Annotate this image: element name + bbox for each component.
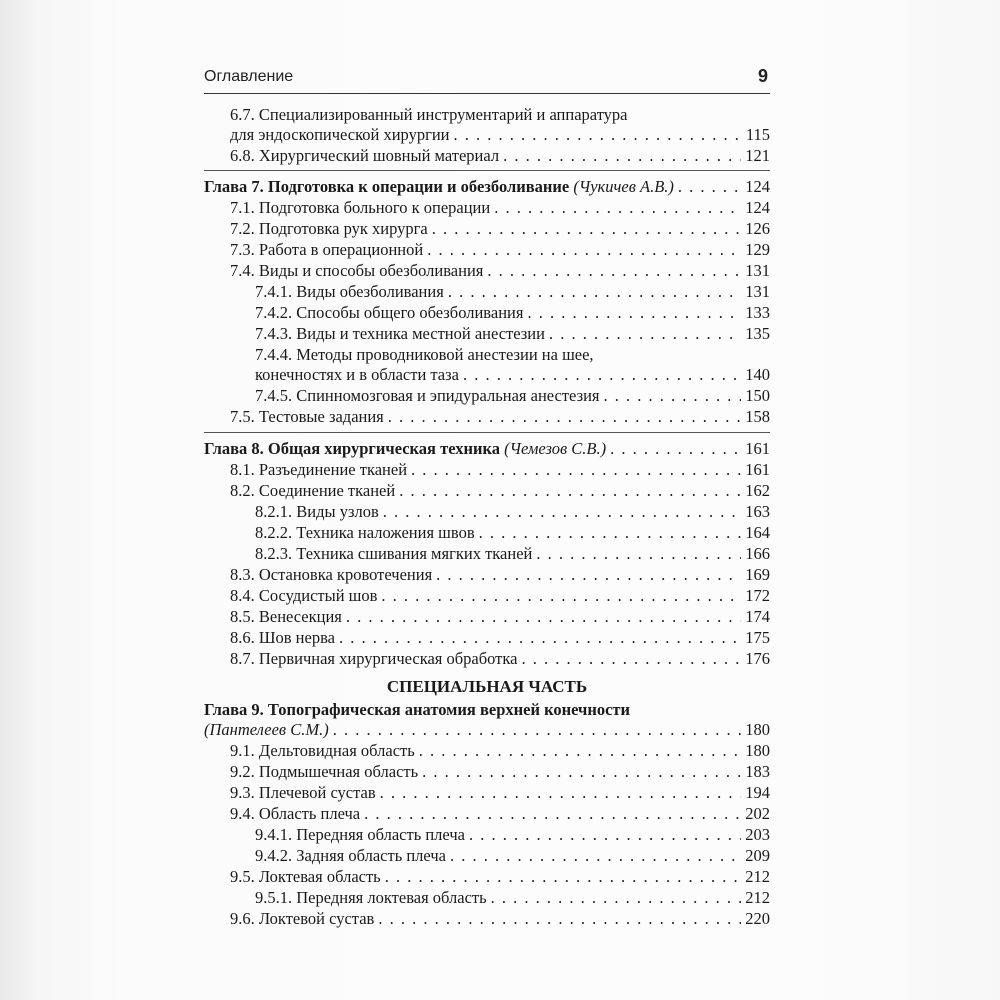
- toc-entry: [230, 406, 770, 428]
- toc-entry: [230, 606, 770, 628]
- toc-entry-text: 8.2.2. Техника наложения швов: [255, 523, 475, 542]
- toc-entry: [230, 803, 770, 825]
- toc-chapter: [204, 438, 770, 460]
- toc-entry: [230, 145, 770, 167]
- section-divider: [204, 170, 770, 171]
- section-divider: [204, 432, 770, 433]
- chapter-author: (Пантелеев С.М.): [204, 720, 329, 739]
- toc-page-number: 180: [745, 741, 770, 760]
- toc-entry-text: 8.1. Разъединение тканей: [230, 460, 408, 479]
- toc-page-number: 163: [745, 502, 770, 521]
- toc-entry: [230, 908, 770, 930]
- toc-entry-text: 8.7. Первичная хирургическая обработка: [230, 649, 518, 668]
- toc-entry: [230, 648, 770, 670]
- toc-entry: [230, 197, 770, 219]
- toc-page-number: 124: [745, 198, 770, 217]
- toc-entry: [230, 239, 770, 261]
- toc-entry-text: 8.2.3. Техника сшивания мягких тканей: [255, 544, 533, 563]
- toc-entry-text: 8.5. Венесекция: [230, 607, 342, 626]
- toc-entry-text: 6.8. Хирургический шовный материал: [230, 146, 500, 165]
- toc-page-number: 131: [745, 282, 770, 301]
- toc-page-number: 162: [745, 481, 770, 500]
- toc-entry-text: 7.3. Работа в операционной: [230, 240, 424, 259]
- toc-entry-text: 7.4.1. Виды обезболивания: [255, 282, 444, 301]
- chapter-title: Глава 8. Общая хирургическая техника: [204, 439, 500, 458]
- toc-entry-text: 7.1. Подготовка больного к операции: [230, 198, 491, 217]
- toc-page-number: 126: [745, 219, 770, 238]
- toc-entry: [230, 782, 770, 804]
- toc-entry-text: 7.4.5. Спинномозговая и эпидуральная анестезия: [255, 386, 600, 405]
- toc-entry: [230, 627, 770, 649]
- toc-entry: [255, 887, 770, 909]
- toc-page-number: 209: [745, 846, 770, 865]
- toc-entry-text: 7.4.2. Способы общего обезболивания: [255, 303, 524, 322]
- toc-entry-text: 9.3. Плечевой сустав: [230, 783, 376, 802]
- toc-page-number: 121: [745, 146, 770, 165]
- toc-entry: [230, 260, 770, 282]
- toc-entry: [230, 480, 770, 502]
- toc-page-number: 124: [745, 177, 770, 196]
- toc-page-number: 164: [745, 523, 770, 542]
- toc-page-number: 135: [745, 324, 770, 343]
- toc-page-number: 212: [745, 867, 770, 886]
- toc-entry-continuation: [230, 124, 770, 146]
- toc-chapter: [204, 699, 770, 721]
- special-part-heading: СПЕЦИАЛЬНАЯ ЧАСТЬ: [386, 677, 588, 696]
- chapter-author: (Чемезов С.В.): [504, 439, 607, 458]
- toc-entry: [230, 585, 770, 607]
- toc-entry: [255, 522, 770, 544]
- toc-entry: [255, 323, 770, 345]
- toc-entry: [255, 824, 770, 846]
- toc-page-number: 212: [745, 888, 770, 907]
- toc-entry-text: 8.2.1. Виды узлов: [255, 502, 379, 521]
- toc-entry: [230, 218, 770, 240]
- toc-entry-text: конечностях и в области таза: [255, 365, 459, 384]
- toc-page-number: 115: [745, 125, 770, 144]
- toc-page-number: 175: [745, 628, 770, 647]
- toc-entry: [230, 866, 770, 888]
- toc-entry: [230, 740, 770, 762]
- toc-page-number: 169: [745, 565, 770, 584]
- toc-entry-text: 9.5. Локтевая область: [230, 867, 381, 886]
- toc-page-number: 150: [745, 386, 770, 405]
- toc-entry: [230, 761, 770, 783]
- toc-entry-text: 9.4.2. Задняя область плеча: [255, 846, 446, 865]
- toc-page-number: 129: [745, 240, 770, 259]
- header-rule: [204, 93, 770, 94]
- toc-entry-text: 9.4.1. Передняя область плеча: [255, 825, 465, 844]
- toc-page-number: 194: [745, 783, 770, 802]
- toc-entry: [255, 543, 770, 565]
- toc-entry: [255, 281, 770, 303]
- toc-page-number: 176: [745, 649, 770, 668]
- toc-page-number: 172: [745, 586, 770, 605]
- header-page-number: 9: [757, 66, 768, 86]
- toc-page-number: 183: [745, 762, 770, 781]
- toc-entry-text: 9.1. Дельтовидная область: [230, 741, 415, 760]
- toc-entry-text: 9.5.1. Передняя локтевая область: [255, 888, 487, 907]
- toc-entry-text: 7.4.4. Методы проводниковой анестезии на шее,: [255, 345, 594, 364]
- toc-page-number: 202: [745, 804, 770, 823]
- toc-page-number: 161: [745, 460, 770, 479]
- toc-entry: [230, 459, 770, 481]
- toc-entry-text: 8.3. Остановка кровотечения: [230, 565, 433, 584]
- running-header: [204, 66, 770, 92]
- toc-entry: [230, 104, 770, 126]
- toc-entry-text: 8.4. Сосудистый шов: [230, 586, 378, 605]
- toc-entry: [230, 564, 770, 586]
- toc-entry-text: 7.2. Подготовка рук хирурга: [230, 219, 428, 238]
- toc-page-number: 180: [745, 720, 770, 739]
- toc-entry-text: 9.2. Подмышечная область: [230, 762, 419, 781]
- toc-entry-text: 6.7. Специализированный инструментарий и аппаратура: [230, 105, 628, 124]
- toc-entry-text: 8.6. Шов нерва: [230, 628, 335, 647]
- toc-entry: [255, 845, 770, 867]
- chapter-author: (Чукичев А.В.): [573, 177, 674, 196]
- toc-page-number: 174: [745, 607, 770, 626]
- toc-entry: [255, 385, 770, 407]
- toc-page-number: 161: [745, 439, 770, 458]
- chapter-title: Глава 9. Топографическая анатомия верхней конечности: [204, 700, 631, 719]
- toc-page-number: 158: [745, 407, 770, 426]
- toc-entry-text: 7.4. Виды и способы обезболивания: [230, 261, 484, 280]
- toc-entry: [255, 302, 770, 324]
- toc-page-number: 140: [745, 365, 770, 384]
- toc-entry-text: 7.4.3. Виды и техника местной анестезии: [255, 324, 545, 343]
- header-title: Оглавление: [204, 68, 294, 85]
- toc-chapter: [204, 176, 770, 198]
- toc-page-number: 220: [745, 909, 770, 928]
- toc-entry-text: 9.4. Область плеча: [230, 804, 361, 823]
- toc-entry-text: 8.2. Соединение тканей: [230, 481, 396, 500]
- chapter-title: Глава 7. Подготовка к операции и обезболивание: [204, 177, 570, 196]
- toc-entry: [255, 344, 770, 366]
- toc-page-number: 166: [745, 544, 770, 563]
- toc-entry-continuation: [255, 364, 770, 386]
- toc-entry-text: для эндоскопической хирургии: [230, 125, 450, 144]
- toc-chapter-continuation: [204, 719, 770, 741]
- toc-entry-text: 9.6. Локтевой сустав: [230, 909, 375, 928]
- toc-page-number: 133: [745, 303, 770, 322]
- toc-page-number: 131: [745, 261, 770, 280]
- toc-entry: [255, 501, 770, 523]
- toc-entry-text: 7.5. Тестовые задания: [230, 407, 384, 426]
- toc-page-number: 203: [745, 825, 770, 844]
